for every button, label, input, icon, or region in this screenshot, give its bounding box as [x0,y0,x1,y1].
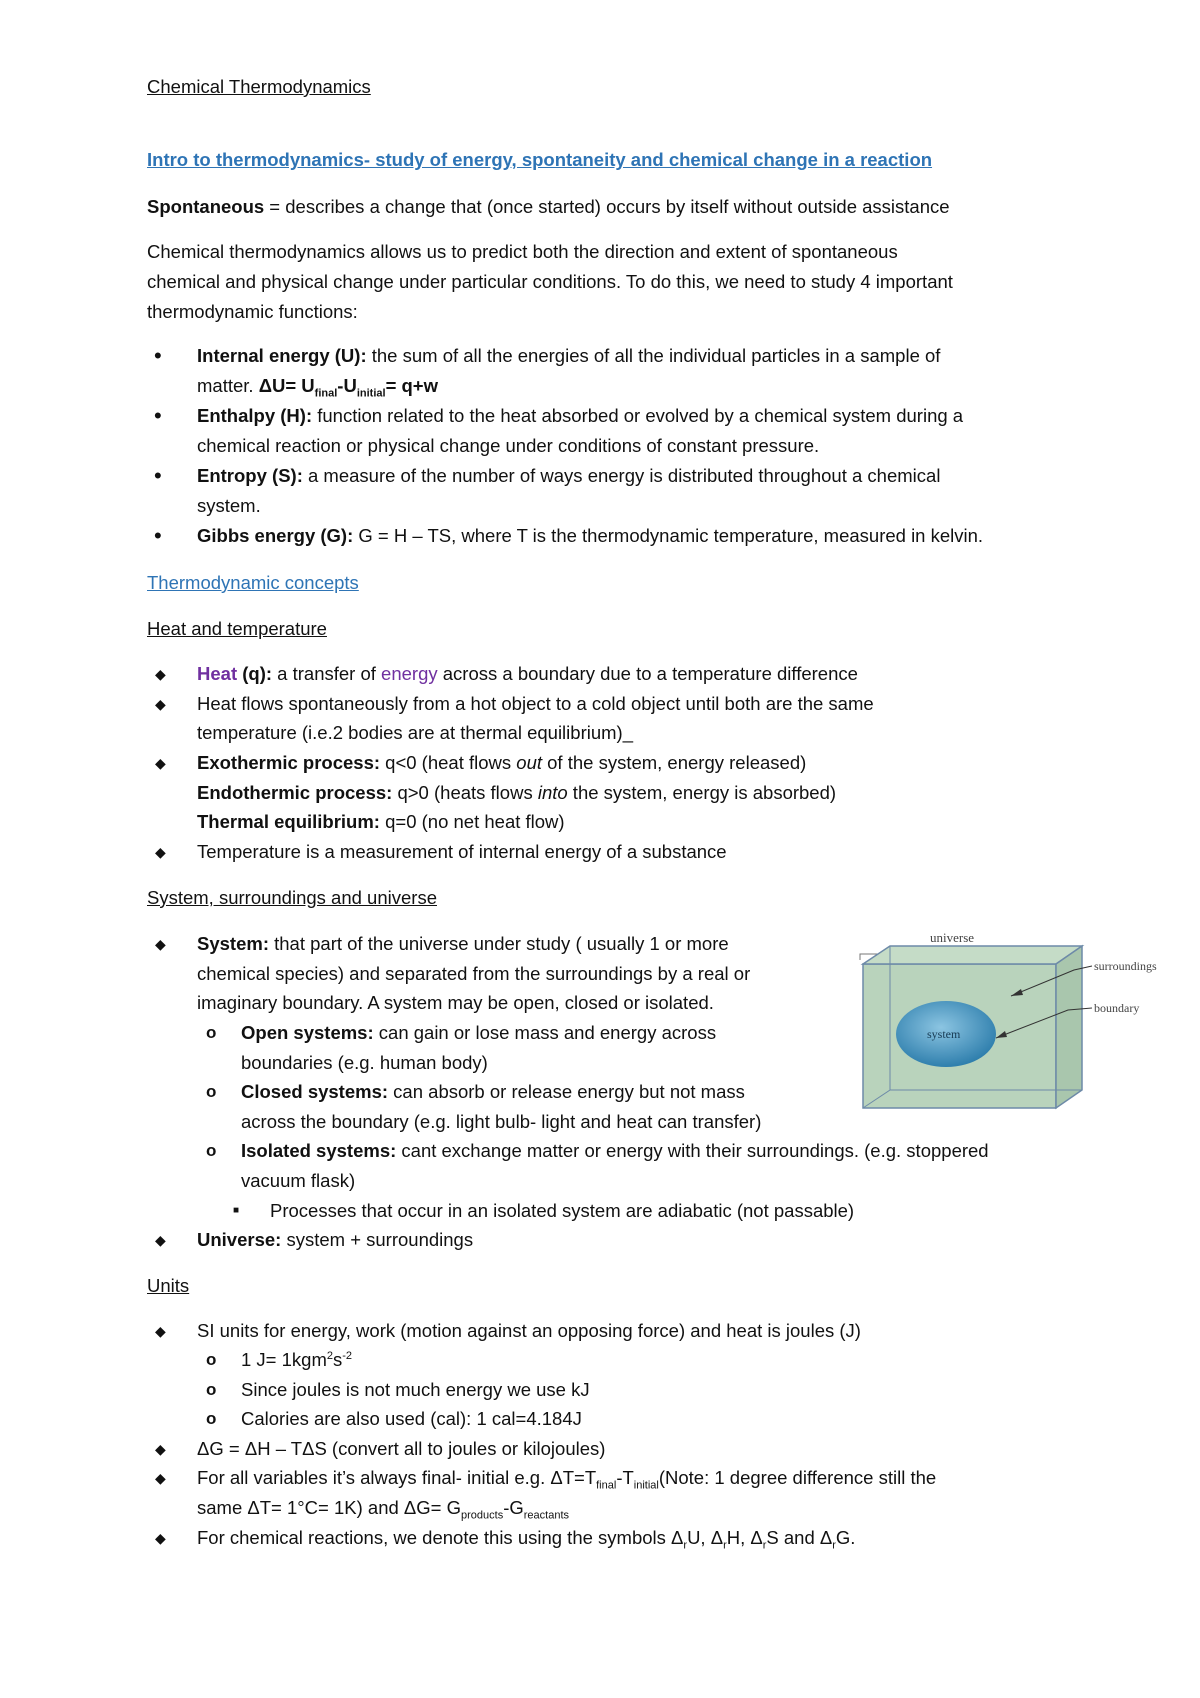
adiabatic-item: Processes that occur in an isolated system are adiabatic (not passable) [270,1200,855,1221]
isolated-term: Isolated systems: [241,1140,397,1161]
entropy-term: Entropy (S): [197,465,303,486]
system-label: system [927,1027,961,1041]
open-systems-cont: boundaries (e.g. human body) [241,1052,488,1073]
bullet-icon: • [154,523,162,548]
subscript: products [461,1509,504,1522]
endothermic-term: Endothermic process: [197,782,393,803]
enthalpy-item [197,403,963,429]
internal-energy-term: Internal energy (U): [197,345,367,366]
open-systems-item [241,1020,716,1046]
eq-part: ΔU= U [258,375,315,396]
bullet-icon: ◆ [155,1232,166,1248]
text-span: can gain or lose mass and energy across [373,1022,717,1043]
closed-term: Closed systems: [241,1081,389,1102]
equation [258,375,439,400]
text-span: (Note: 1 degree difference still the [658,1467,937,1488]
system-heading: System, surroundings and universe [147,887,437,908]
entropy-item [197,463,940,489]
intro-heading: Intro to thermodynamics- study of energy, spontaneity and chemical change in a reaction [147,149,933,170]
eq-part: -U [337,375,357,396]
text-span: U, Δ [687,1527,724,1548]
enthalpy-def-cont: chemical reaction or physical change under conditions of constant pressure. [197,435,820,456]
intro-paragraph-line: chemical and physical change under particular conditions. To do this, we need to study 4 important [147,271,953,292]
thermal-equilibrium-item [197,809,565,835]
bullet-icon: ◆ [155,755,166,771]
system-surroundings-diagram [836,918,1176,1128]
intro-paragraph-line: thermodynamic functions: [147,301,358,322]
spontaneous-definition [147,194,950,220]
bullet-icon: ◆ [155,696,166,712]
universe-item [197,1227,473,1253]
bullet-icon: ◆ [155,1530,166,1546]
joule-definition [241,1347,352,1373]
bullet-icon: o [206,1409,217,1428]
text-span: -G [503,1497,524,1518]
isolated-systems-cont: vacuum flask) [241,1170,356,1191]
document-title: Chemical Thermodynamics [147,76,371,97]
enthalpy-term: Enthalpy (H): [197,405,313,426]
bullet-icon: o [206,1141,217,1160]
heat-flow-line: Heat flows spontaneously from a hot object to a cold object until both are the same [197,693,874,714]
text-span: of the system, energy released) [542,752,807,773]
closed-systems-cont: across the boundary (e.g. light bulb- light and heat can transfer) [241,1111,762,1132]
concepts-heading: Thermodynamic concepts [147,572,359,593]
exothermic-term: Exothermic process: [197,752,381,773]
text-span: For chemical reactions, we denote this using the symbols Δ [197,1527,684,1548]
spontaneous-term: Spontaneous [147,196,265,217]
heat-temperature-heading: Heat and temperature [147,618,327,639]
system-def-line: chemical species) and separated from the surroundings by a real or [197,963,751,984]
boundary-label: boundary [1094,1001,1140,1015]
bullet-icon: • [154,403,162,428]
gibbs-def: G = H – TS, where T is the thermodynamic temperature, measured in kelvin. [353,525,984,546]
text-span: a transfer of [272,663,382,684]
entropy-def: a measure of the number of ways energy is distributed throughout a chemical [302,465,941,486]
equilibrium-term: Thermal equilibrium: [197,811,380,832]
kj-item: Since joules is not much energy we use kJ [241,1379,590,1400]
top-face [863,946,1082,964]
final-initial-item [197,1465,936,1491]
gibbs-term: Gibbs energy (G): [197,525,354,546]
bullet-icon: • [154,343,162,368]
text-span: the system, energy is absorbed) [567,782,837,803]
text-span: that part of the universe under study ( usually 1 or more [268,933,729,954]
text-span: For all variables it’s always final- initial e.g. ΔT=T [197,1467,597,1488]
endothermic-item [197,780,836,806]
bullet-icon: ◆ [155,936,166,952]
universe-term: Universe: [197,1229,282,1250]
bullet-icon: ◆ [155,1441,166,1457]
subscript: initial [633,1479,659,1492]
reaction-symbols-item [197,1525,855,1551]
bullet-icon: • [154,463,162,488]
subscript: r [762,1539,767,1552]
final-initial-cont [197,1495,569,1521]
enthalpy-def: function related to the heat absorbed or evolved by a chemical system during a [312,405,964,426]
text-span: into [537,782,568,803]
system-term: System: [197,933,269,954]
bullet-icon: o [206,1380,217,1399]
bullet-icon: ■ [233,1205,240,1216]
eq-sub: initial [356,387,386,400]
subscript: r [683,1539,688,1552]
internal-energy-equation [197,373,438,399]
heat-definition [197,661,858,687]
text-span: H, Δ [726,1527,763,1548]
universe-label: universe [930,930,975,945]
gibbs-equation-item: ΔG = ΔH – TΔS (convert all to joules or kilojoules) [197,1438,606,1459]
calories-item: Calories are also used (cal): 1 cal=4.184J [241,1408,582,1429]
si-units-item: SI units for energy, work (motion against an opposing force) and heat is joules (J) [197,1320,861,1341]
text-span: G. [835,1527,856,1548]
bullet-icon: o [206,1350,217,1369]
spontaneous-text: = describes a change that (once started) occurs by itself without outside assistance [264,196,950,217]
heat-term: Heat [197,663,238,684]
text-span: s [333,1349,343,1370]
subscript: final [596,1479,617,1492]
superscript: -2 [342,1349,353,1362]
exothermic-item [197,750,806,776]
text-span: q>0 (heats flows [392,782,538,803]
subscript: r [832,1539,836,1552]
internal-energy-item [197,343,940,369]
system-def-line: imaginary boundary. A system may be open, closed or isolated. [197,992,714,1013]
isolated-systems-item [241,1138,989,1164]
text-span: q=0 (no net heat flow) [379,811,565,832]
entropy-def-cont: system. [197,495,261,516]
eq-sub: final [314,387,338,400]
temperature-item: Temperature is a measurement of internal energy of a substance [197,841,727,862]
text-span: across a boundary due to a temperature difference [437,663,858,684]
side-face [1056,946,1082,1108]
bullet-icon: ◆ [155,1323,166,1339]
closed-systems-item [241,1079,745,1105]
superscript: 2 [326,1349,333,1362]
bullet-icon: o [206,1082,217,1101]
text-span: S and Δ [766,1527,833,1548]
text-span: -T [616,1467,634,1488]
internal-energy-def: the sum of all the energies of all the individual particles in a sample of [366,345,941,366]
text-span: matter. [197,375,259,396]
system-item [197,931,729,957]
surroundings-label: surroundings [1094,959,1157,973]
heat-flow-line: temperature (i.e.2 bodies are at thermal equilibrium)_ [197,722,633,743]
text-span: out [516,752,542,773]
subscript: r [723,1539,727,1552]
text-span: system + surroundings [281,1229,474,1250]
bullet-icon: ◆ [155,1470,166,1486]
heat-symbol: (q): [237,663,273,684]
text-span: can absorb or release energy but not mass [388,1081,745,1102]
text-span: 1 J= 1kgm [241,1349,327,1370]
eq-part: = q+w [385,375,439,396]
units-heading: Units [147,1275,190,1296]
subscript: reactants [523,1509,570,1522]
text-span: q<0 (heat flows [380,752,517,773]
bullet-icon: ◆ [155,844,166,860]
text-span: same ΔT= 1°C= 1K) and ΔG= G [197,1497,461,1518]
bullet-icon: ◆ [155,666,166,682]
gibbs-item [197,523,983,549]
bullet-icon: o [206,1023,217,1042]
intro-paragraph-line: Chemical thermodynamics allows us to predict both the direction and extent of spontaneous [147,241,898,262]
text-span: cant exchange matter or energy with their surroundings. (e.g. stoppered [396,1140,989,1161]
open-term: Open systems: [241,1022,374,1043]
energy-word: energy [381,663,438,684]
